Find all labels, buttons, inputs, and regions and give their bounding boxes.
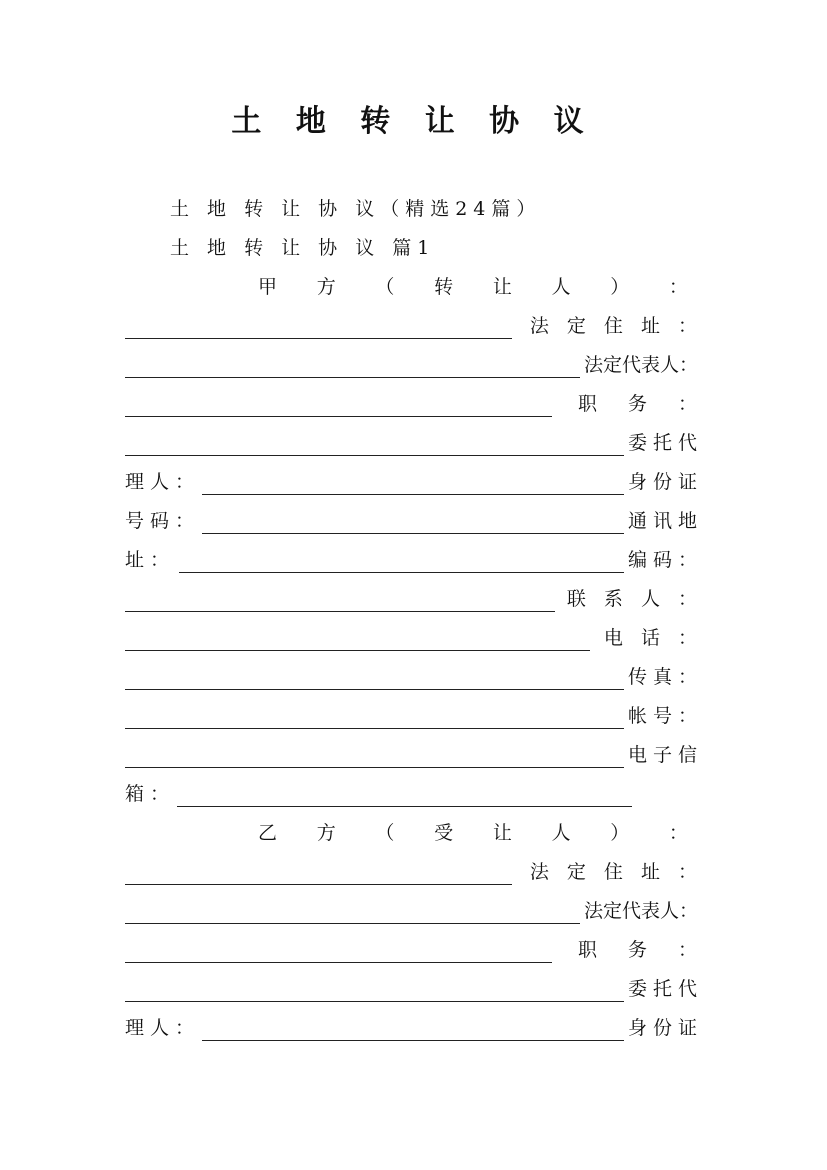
party-a-row bbox=[125, 346, 703, 385]
party-b-legal-address-label: 法 定 住 址 ： bbox=[529, 861, 703, 883]
party-a-agent-blank[interactable] bbox=[202, 474, 624, 495]
party-b-agent-blank[interactable] bbox=[202, 1020, 624, 1041]
party-a-comm-blank[interactable] bbox=[179, 552, 624, 573]
party-b-agent-label-cont: 理人： bbox=[125, 1017, 201, 1039]
party-a-name-blank[interactable] bbox=[125, 318, 512, 339]
party-a-header bbox=[258, 268, 688, 307]
party-a-row bbox=[125, 502, 703, 541]
party-a-row bbox=[125, 736, 703, 775]
party-a-account-label: 帐号： bbox=[627, 705, 703, 727]
party-b-header-char: 让 bbox=[492, 822, 512, 844]
party-b-name-blank[interactable] bbox=[125, 864, 512, 885]
party-a-comm-label-cont: 址： bbox=[125, 549, 176, 571]
party-b-position-label: 职 务 ： bbox=[577, 939, 703, 961]
party-a-header-char: ） bbox=[610, 276, 630, 298]
party-b-header bbox=[258, 814, 688, 853]
party-a-id-label-cont: 号码： bbox=[125, 510, 201, 532]
party-b-row bbox=[125, 1009, 703, 1048]
party-a-id-blank[interactable] bbox=[202, 513, 624, 534]
party-b-agent-label: 委托代 bbox=[627, 978, 703, 1000]
party-a-header-char: ： bbox=[668, 276, 688, 298]
party-a-row bbox=[125, 541, 703, 580]
party-a-row bbox=[125, 697, 703, 736]
party-a-agent-label: 委托代 bbox=[627, 432, 703, 454]
party-a-email-blank[interactable] bbox=[177, 786, 632, 807]
party-a-row bbox=[125, 385, 703, 424]
party-b-header-char: 乙 bbox=[258, 822, 278, 844]
party-b-header-char: ： bbox=[668, 822, 688, 844]
party-a-header-char: 方 bbox=[316, 276, 336, 298]
party-b-header-char: ） bbox=[610, 822, 630, 844]
party-a-postcode-blank[interactable] bbox=[125, 591, 555, 612]
party-a-row bbox=[125, 463, 703, 502]
party-b-row bbox=[125, 853, 703, 892]
party-a-contact-blank[interactable] bbox=[125, 630, 590, 651]
party-a-agent-label-cont: 理人： bbox=[125, 471, 201, 493]
party-a-row bbox=[125, 619, 703, 658]
party-b-row bbox=[125, 970, 703, 1009]
party-b-legal-rep-blank[interactable] bbox=[125, 942, 552, 963]
party-a-position-blank[interactable] bbox=[125, 435, 624, 456]
section-heading bbox=[170, 229, 703, 268]
party-a-phone-label: 电 话 ： bbox=[603, 627, 703, 649]
party-a-legal-rep-label: 法定代表人： bbox=[584, 354, 699, 376]
party-a-header-char: 转 bbox=[434, 276, 454, 298]
document-title: 土 地 转 让 协 议 bbox=[231, 104, 596, 139]
party-a-row bbox=[125, 307, 703, 346]
party-b-position-blank[interactable] bbox=[125, 981, 624, 1002]
party-a-fax-blank[interactable] bbox=[125, 708, 624, 729]
party-a-id-label: 身份证 bbox=[627, 471, 703, 493]
party-a-contact-label: 联 系 人 ： bbox=[566, 588, 703, 610]
party-a-email-label-cont: 箱： bbox=[125, 783, 176, 805]
party-a-legal-rep-blank[interactable] bbox=[125, 396, 552, 417]
party-a-account-blank[interactable] bbox=[125, 747, 624, 768]
party-a-position-label: 职 务 ： bbox=[577, 393, 703, 415]
party-a-header-char: 甲 bbox=[258, 276, 278, 298]
party-b-row bbox=[125, 892, 703, 931]
subtitle bbox=[170, 190, 703, 229]
party-b-legal-rep-label: 法定代表人： bbox=[584, 900, 699, 922]
section-heading-text: 土 地 转 让 协 议 篇1 bbox=[170, 237, 436, 259]
party-a-phone-blank[interactable] bbox=[125, 669, 624, 690]
party-a-postcode-label: 编码： bbox=[627, 549, 703, 571]
party-a-comm-label: 通讯地 bbox=[627, 510, 703, 532]
party-a-header-char: （ bbox=[375, 276, 395, 298]
party-a-row bbox=[125, 424, 703, 463]
party-b-header-char: （ bbox=[375, 822, 395, 844]
party-a-header-char: 人 bbox=[551, 276, 571, 298]
party-a-fax-label: 传真： bbox=[627, 666, 703, 688]
subtitle-text: 土 地 转 让 协 议（精选24篇） bbox=[170, 198, 542, 220]
party-a-legal-address-label: 法 定 住 址 ： bbox=[529, 315, 703, 337]
party-a-legal-address-blank[interactable] bbox=[125, 357, 580, 378]
party-b-header-char: 方 bbox=[316, 822, 336, 844]
party-b-legal-address-blank[interactable] bbox=[125, 903, 580, 924]
party-a-row bbox=[125, 658, 703, 697]
party-b-row bbox=[125, 931, 703, 970]
party-b-header-char: 人 bbox=[551, 822, 571, 844]
party-a-email-label: 电子信 bbox=[627, 744, 703, 766]
party-a-row bbox=[125, 580, 703, 619]
party-b-header-char: 受 bbox=[434, 822, 454, 844]
party-b-id-label: 身份证 bbox=[627, 1017, 703, 1039]
party-a-row bbox=[125, 775, 703, 814]
party-a-header-char: 让 bbox=[492, 276, 512, 298]
